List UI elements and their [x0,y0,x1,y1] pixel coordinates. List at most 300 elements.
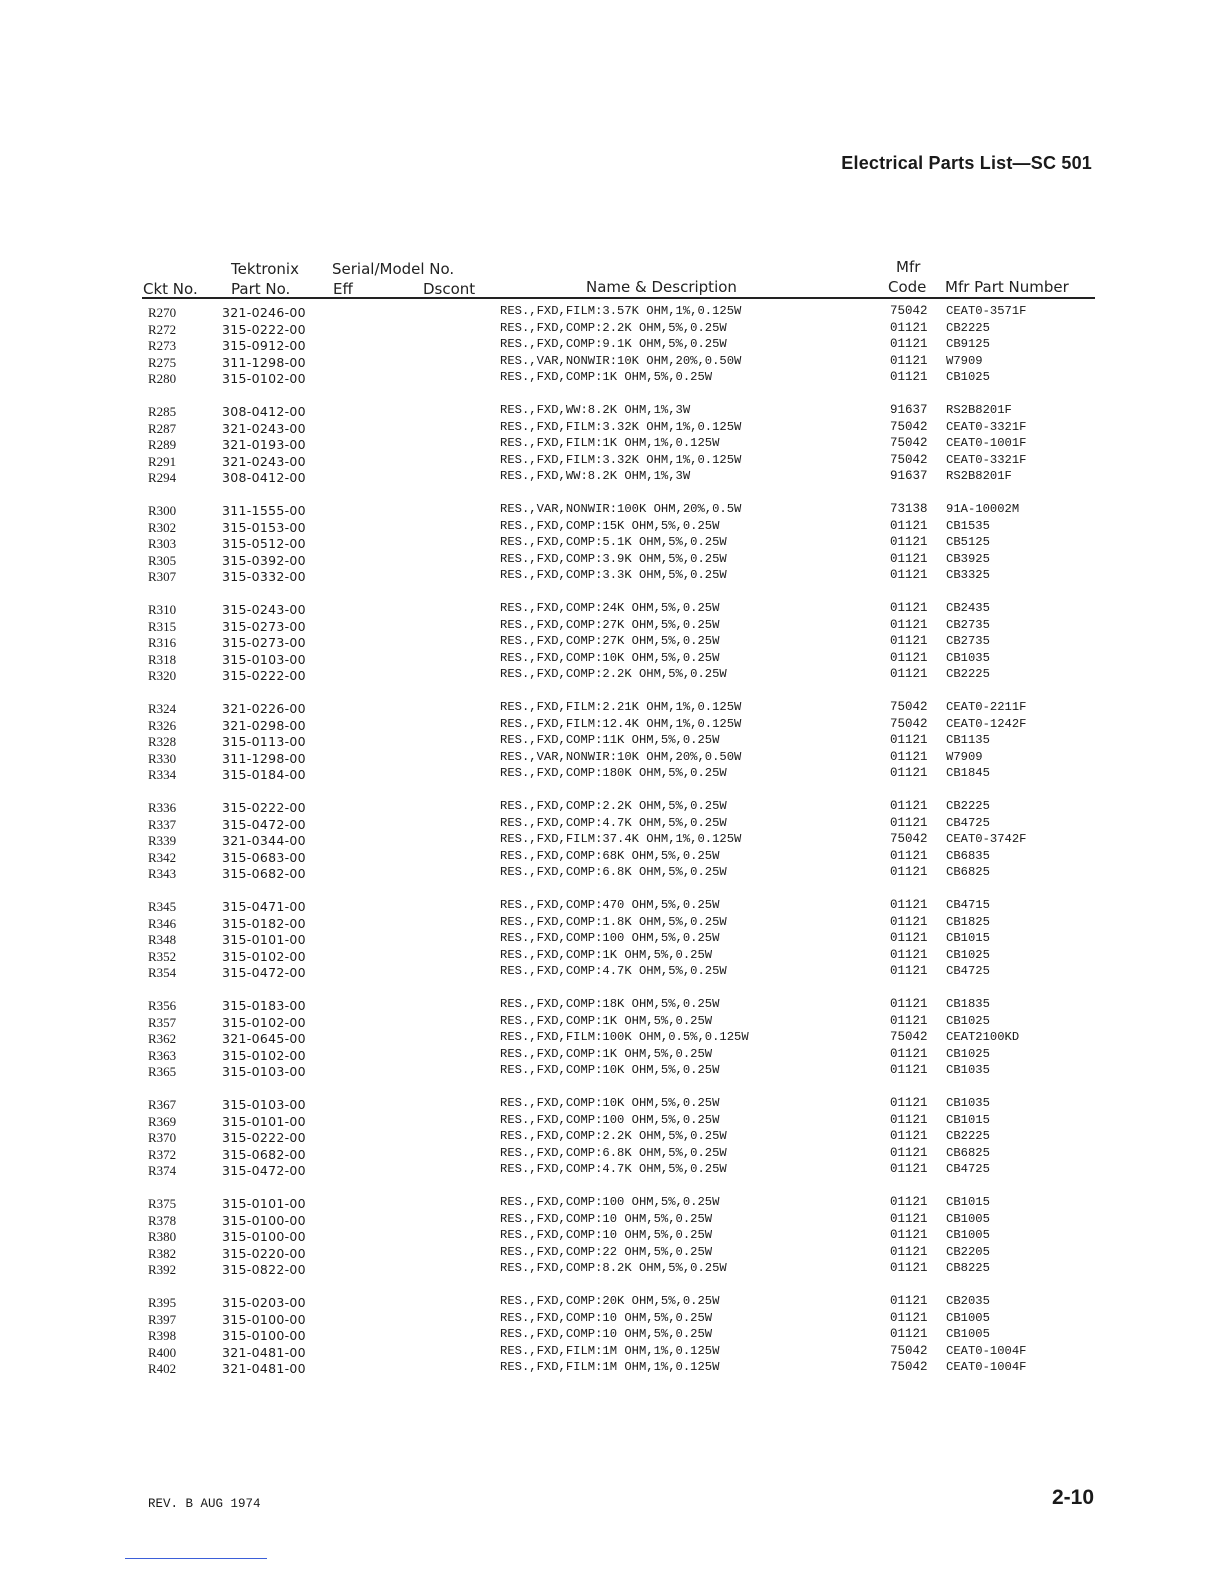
parts-group [0,305,1224,404]
mfr-part-number: CB1035 [946,1063,990,1078]
name-description: RES.,FXD,COMP:10 OHM,5%,0.25W [500,1228,713,1243]
name-description: RES.,FXD,COMP:11K OHM,5%,0.25W [500,733,720,748]
name-description: RES.,FXD,FILM:100K OHM,0.5%,0.125W [500,1030,749,1045]
mfr-part-number: CB1025 [946,1013,990,1028]
ckt-number: R315 [148,618,177,634]
ckt-number: R345 [148,899,177,914]
mfr-code: 01121 [890,1112,928,1127]
mfr-code: 01121 [890,1162,928,1177]
mfr-part-number: CB5125 [946,535,990,550]
mfr-code: 01121 [890,1211,928,1226]
ckt-number: R291 [148,453,177,469]
mfr-part-number: W7909 [946,749,983,764]
tektronix-part-number: 321-0344-00 [222,833,306,849]
mfr-part-number: CB1005 [946,1310,990,1325]
ckt-number: R303 [148,536,177,552]
tektronix-part-number: 311-1298-00 [222,354,306,370]
mfr-part-number: RS2B8201F [946,469,1012,484]
parts-group [0,1295,1224,1394]
mfr-part-number: CB1845 [946,766,990,781]
parts-group [0,1196,1224,1295]
ckt-number: R334 [148,767,177,783]
mfr-code: 01121 [890,650,928,665]
name-description: RES.,FXD,COMP:20K OHM,5%,0.25W [500,1294,720,1308]
mfr-part-number: CB1015 [946,1195,990,1209]
name-description: RES.,FXD,COMP:10 OHM,5%,0.25W [500,1327,713,1342]
header-part-no: Part No. [231,280,291,298]
ckt-number: R287 [148,420,177,436]
tektronix-part-number: 315-0243-00 [222,602,306,617]
parts-group [0,998,1224,1097]
name-description: RES.,VAR,NONWIR:10K OHM,20%,0.50W [500,353,742,368]
mfr-code: 75042 [890,436,928,451]
mfr-part-number: CEAT0-3321F [946,419,1027,434]
tektronix-part-number: 321-0481-00 [222,1361,306,1377]
mfr-part-number: CB1015 [946,1112,990,1127]
tektronix-part-number: 315-0273-00 [222,618,306,634]
ckt-number: R316 [148,635,177,651]
name-description: RES.,FXD,COMP:24K OHM,5%,0.25W [500,601,720,615]
mfr-code: 01121 [890,749,928,764]
mfr-part-number: CEAT0-1001F [946,436,1027,451]
ckt-number: R357 [148,1014,177,1030]
table-row [0,1163,1224,1180]
mfr-code: 01121 [890,865,928,880]
tektronix-part-number: 315-0822-00 [222,1262,306,1278]
ckt-number: R354 [148,965,177,981]
mfr-part-number: CEAT0-3742F [946,832,1027,847]
ckt-number: R294 [148,470,177,486]
mfr-part-number: W7909 [946,353,983,368]
ckt-number: R348 [148,932,177,948]
name-description: RES.,FXD,COMP:180K OHM,5%,0.25W [500,766,727,781]
mfr-code: 01121 [890,1046,928,1061]
ckt-number: R380 [148,1229,177,1245]
name-description: RES.,FXD,COMP:100 OHM,5%,0.25W [500,931,720,946]
tektronix-part-number: 315-0183-00 [222,998,306,1013]
mfr-code: 01121 [890,1096,928,1110]
ckt-number: R275 [148,354,177,370]
mfr-code: 01121 [890,931,928,946]
page-number: 2-10 [1051,1486,1094,1509]
name-description: RES.,FXD,COMP:68K OHM,5%,0.25W [500,848,720,863]
mfr-part-number: CB8225 [946,1261,990,1276]
name-description: RES.,FXD,COMP:22 OHM,5%,0.25W [500,1244,713,1259]
ckt-number: R330 [148,750,177,766]
mfr-code: 01121 [890,568,928,583]
ckt-number: R382 [148,1245,177,1261]
mfr-code: 75042 [890,304,928,318]
parts-table [0,305,1224,1394]
mfr-code: 01121 [890,551,928,566]
mfr-code: 75042 [890,832,928,847]
ckt-number: R369 [148,1113,177,1129]
ckt-number: R285 [148,404,177,419]
ckt-number: R337 [148,816,177,832]
tektronix-part-number: 321-0246-00 [222,305,306,320]
ckt-number: R300 [148,503,177,518]
mfr-part-number: CEAT0-1004F [946,1343,1027,1358]
mfr-part-number: CEAT0-3321F [946,452,1027,467]
ckt-number: R270 [148,305,177,320]
ckt-number: R326 [148,717,177,733]
tektronix-part-number: 315-0472-00 [222,816,306,832]
name-description: RES.,FXD,COMP:27K OHM,5%,0.25W [500,634,720,649]
mfr-code: 01121 [890,914,928,929]
mfr-code: 01121 [890,898,928,912]
mfr-part-number: CB1135 [946,733,990,748]
mfr-part-number: CB6835 [946,848,990,863]
mfr-code: 01121 [890,1145,928,1160]
tektronix-part-number: 315-0184-00 [222,767,306,783]
table-row [0,767,1224,784]
tektronix-part-number: 315-0392-00 [222,552,306,568]
mfr-part-number: CB4715 [946,898,990,912]
ckt-number: R374 [148,1163,177,1179]
mfr-code: 01121 [890,617,928,632]
table-row [0,569,1224,586]
tektronix-part-number: 315-0682-00 [222,1146,306,1162]
name-description: RES.,FXD,COMP:3.3K OHM,5%,0.25W [500,568,727,583]
ckt-number: R289 [148,437,177,453]
ckt-number: R362 [148,1031,177,1047]
tektronix-part-number: 315-0102-00 [222,371,306,387]
name-description: RES.,FXD,COMP:1K OHM,5%,0.25W [500,947,713,962]
mfr-part-number: CB1035 [946,1096,990,1110]
table-row [0,1064,1224,1081]
ckt-number: R363 [148,1047,177,1063]
tektronix-part-number: 315-0153-00 [222,519,306,535]
mfr-code: 01121 [890,1261,928,1276]
mfr-part-number: CB9125 [946,337,990,352]
name-description: RES.,FXD,COMP:10K OHM,5%,0.25W [500,650,720,665]
mfr-code: 01121 [890,799,928,813]
mfr-part-number: CB2035 [946,1294,990,1308]
tektronix-part-number: 315-0101-00 [222,1196,306,1211]
mfr-code: 75042 [890,452,928,467]
name-description: RES.,FXD,FILM:3.57K OHM,1%,0.125W [500,304,742,318]
name-description: RES.,FXD,COMP:1.8K OHM,5%,0.25W [500,914,727,929]
mfr-code: 01121 [890,601,928,615]
name-description: RES.,FXD,COMP:15K OHM,5%,0.25W [500,518,720,533]
name-description: RES.,FXD,FILM:2.21K OHM,1%,0.125W [500,700,742,714]
ckt-number: R375 [148,1196,177,1211]
tektronix-part-number: 321-0243-00 [222,453,306,469]
ckt-number: R356 [148,998,177,1013]
ckt-number: R320 [148,668,177,684]
ckt-number: R395 [148,1295,177,1310]
tektronix-part-number: 315-0273-00 [222,635,306,651]
tektronix-part-number: 315-0203-00 [222,1295,306,1310]
mfr-code: 01121 [890,1195,928,1209]
header-code: Code [888,278,927,296]
name-description: RES.,FXD,COMP:1K OHM,5%,0.25W [500,370,713,385]
ckt-number: R273 [148,338,177,354]
tektronix-part-number: 315-0100-00 [222,1311,306,1327]
table-row [0,1361,1224,1378]
ckt-number: R346 [148,915,177,931]
tektronix-part-number: 315-0912-00 [222,338,306,354]
parts-group [0,404,1224,503]
name-description: RES.,FXD,COMP:10K OHM,5%,0.25W [500,1063,720,1078]
tektronix-part-number: 315-0100-00 [222,1229,306,1245]
mfr-part-number: CB1005 [946,1228,990,1243]
revision-note: REV. B AUG 1974 [148,1497,261,1511]
tektronix-part-number: 315-0332-00 [222,569,306,585]
tektronix-part-number: 315-0102-00 [222,1047,306,1063]
ckt-number: R302 [148,519,177,535]
ckt-number: R324 [148,701,177,716]
mfr-code: 01121 [890,370,928,385]
mfr-code: 01121 [890,997,928,1011]
name-description: RES.,FXD,COMP:4.7K OHM,5%,0.25W [500,815,727,830]
mfr-code: 01121 [890,1228,928,1243]
mfr-code: 01121 [890,353,928,368]
tektronix-part-number: 315-0682-00 [222,866,306,882]
mfr-part-number: CB2435 [946,601,990,615]
tektronix-part-number: 321-0298-00 [222,717,306,733]
name-description: RES.,FXD,COMP:100 OHM,5%,0.25W [500,1112,720,1127]
mfr-code: 01121 [890,1013,928,1028]
tektronix-part-number: 315-0103-00 [222,1097,306,1112]
mfr-part-number: CB4725 [946,964,990,979]
mfr-part-number: CB2225 [946,320,990,335]
tektronix-part-number: 315-0220-00 [222,1245,306,1261]
name-description: RES.,FXD,COMP:100 OHM,5%,0.25W [500,1195,720,1209]
tektronix-part-number: 311-1298-00 [222,750,306,766]
parts-group [0,899,1224,998]
parts-group [0,1097,1224,1196]
ckt-number: R398 [148,1328,177,1344]
tektronix-part-number: 321-0481-00 [222,1344,306,1360]
table-row [0,1262,1224,1279]
mfr-part-number: CEAT0-2211F [946,700,1027,714]
name-description: RES.,FXD,COMP:18K OHM,5%,0.25W [500,997,720,1011]
parts-group [0,602,1224,701]
ckt-number: R343 [148,866,177,882]
header-rule [142,297,1095,299]
ckt-number: R342 [148,849,177,865]
ckt-number: R310 [148,602,177,617]
mfr-code: 01121 [890,535,928,550]
name-description: RES.,FXD,COMP:8.2K OHM,5%,0.25W [500,1261,727,1276]
tektronix-part-number: 315-0100-00 [222,1212,306,1228]
name-description: RES.,FXD,FILM:1K OHM,1%,0.125W [500,436,720,451]
mfr-code: 01121 [890,848,928,863]
tektronix-part-number: 315-0472-00 [222,1163,306,1179]
mfr-code: 73138 [890,502,928,516]
mfr-part-number: CB2225 [946,799,990,813]
mfr-part-number: CB3925 [946,551,990,566]
tektronix-part-number: 315-0472-00 [222,965,306,981]
mfr-code: 01121 [890,518,928,533]
header-mfr: Mfr [896,258,921,276]
ckt-number: R305 [148,552,177,568]
tektronix-part-number: 308-0412-00 [222,470,306,486]
header-serial-model: Serial/Model No. [332,260,455,278]
page-title: Electrical Parts List—SC 501 [841,153,1092,173]
tektronix-part-number: 315-0512-00 [222,536,306,552]
ckt-number: R307 [148,569,177,585]
mfr-code: 75042 [890,700,928,714]
ckt-number: R365 [148,1064,177,1080]
ckt-number: R336 [148,800,177,815]
name-description: RES.,FXD,COMP:2.2K OHM,5%,0.25W [500,320,727,335]
tektronix-part-number: 315-0182-00 [222,915,306,931]
parts-group [0,503,1224,602]
name-description: RES.,FXD,WW:8.2K OHM,1%,3W [500,403,691,417]
name-description: RES.,FXD,COMP:4.7K OHM,5%,0.25W [500,964,727,979]
mfr-part-number: RS2B8201F [946,403,1012,417]
mfr-code: 01121 [890,964,928,979]
name-description: RES.,FXD,COMP:27K OHM,5%,0.25W [500,617,720,632]
mfr-code: 01121 [890,1129,928,1144]
mfr-code: 01121 [890,320,928,335]
mfr-code: 01121 [890,1327,928,1342]
name-description: RES.,FXD,FILM:37.4K OHM,1%,0.125W [500,832,742,847]
parts-group [0,701,1224,800]
ckt-number: R378 [148,1212,177,1228]
tektronix-part-number: 315-0683-00 [222,849,306,865]
mfr-part-number: CB1005 [946,1211,990,1226]
mfr-part-number: CEAT0-1242F [946,716,1027,731]
table-row [0,668,1224,685]
mfr-code: 01121 [890,733,928,748]
mfr-code: 75042 [890,1360,928,1375]
tektronix-part-number: 315-0222-00 [222,1130,306,1146]
mfr-code: 01121 [890,1294,928,1308]
table-row [0,965,1224,982]
tektronix-part-number: 315-0103-00 [222,1064,306,1080]
tektronix-part-number: 315-0101-00 [222,1113,306,1129]
ckt-number: R339 [148,833,177,849]
name-description: RES.,FXD,COMP:9.1K OHM,5%,0.25W [500,337,727,352]
name-description: RES.,FXD,COMP:10 OHM,5%,0.25W [500,1310,713,1325]
header-ckt-no: Ckt No. [143,280,198,298]
mfr-part-number: CB1835 [946,997,990,1011]
bottom-divider [125,1558,267,1559]
ckt-number: R328 [148,734,177,750]
mfr-part-number: CB1035 [946,650,990,665]
tektronix-part-number: 315-0113-00 [222,734,306,750]
mfr-part-number: CB1005 [946,1327,990,1342]
mfr-part-number: CB4725 [946,815,990,830]
name-description: RES.,FXD,COMP:2.2K OHM,5%,0.25W [500,667,727,682]
header-tektronix: Tektronix [231,260,299,278]
tektronix-part-number: 311-1555-00 [222,503,306,518]
mfr-code: 75042 [890,1030,928,1045]
mfr-part-number: CEAT0-3571F [946,304,1027,318]
name-description: RES.,FXD,COMP:2.2K OHM,5%,0.25W [500,1129,727,1144]
tektronix-part-number: 315-0101-00 [222,932,306,948]
tektronix-part-number: 315-0100-00 [222,1328,306,1344]
tektronix-part-number: 321-0226-00 [222,701,306,716]
name-description: RES.,FXD,COMP:6.8K OHM,5%,0.25W [500,865,727,880]
tektronix-part-number: 315-0222-00 [222,800,306,815]
mfr-code: 01121 [890,766,928,781]
name-description: RES.,FXD,FILM:3.32K OHM,1%,0.125W [500,419,742,434]
mfr-code: 01121 [890,667,928,682]
mfr-part-number: CB1825 [946,914,990,929]
header-dscont: Dscont [423,280,476,298]
mfr-part-number: CB2205 [946,1244,990,1259]
name-description: RES.,FXD,COMP:1K OHM,5%,0.25W [500,1046,713,1061]
table-row [0,866,1224,883]
ckt-number: R272 [148,321,177,337]
name-description: RES.,FXD,COMP:10 OHM,5%,0.25W [500,1211,713,1226]
name-description: RES.,FXD,COMP:3.9K OHM,5%,0.25W [500,551,727,566]
mfr-code: 75042 [890,419,928,434]
ckt-number: R402 [148,1361,177,1377]
mfr-code: 01121 [890,1310,928,1325]
mfr-code: 01121 [890,337,928,352]
mfr-part-number: CB1025 [946,370,990,385]
ckt-number: R372 [148,1146,177,1162]
name-description: RES.,FXD,COMP:10K OHM,5%,0.25W [500,1096,720,1110]
table-row [0,371,1224,388]
mfr-part-number: CB6825 [946,1145,990,1160]
mfr-part-number: CEAT2100KD [946,1030,1020,1045]
mfr-part-number: CB1025 [946,1046,990,1061]
mfr-part-number: CB1015 [946,931,990,946]
mfr-code: 91637 [890,469,928,484]
name-description: RES.,VAR,NONWIR:100K OHM,20%,0.5W [500,502,742,516]
header-name-description: Name & Description [586,278,737,296]
mfr-part-number: CB2225 [946,1129,990,1144]
tektronix-part-number: 315-0471-00 [222,899,306,914]
name-description: RES.,VAR,NONWIR:10K OHM,20%,0.50W [500,749,742,764]
ckt-number: R367 [148,1097,177,1112]
mfr-code: 01121 [890,815,928,830]
name-description: RES.,FXD,FILM:3.32K OHM,1%,0.125W [500,452,742,467]
mfr-code: 01121 [890,1244,928,1259]
header-mfr-part-number: Mfr Part Number [945,278,1069,296]
mfr-part-number: CB2735 [946,634,990,649]
mfr-part-number: CB1535 [946,518,990,533]
ckt-number: R280 [148,371,177,387]
header-eff: Eff [333,280,353,298]
name-description: RES.,FXD,COMP:2.2K OHM,5%,0.25W [500,799,727,813]
tektronix-part-number: 315-0103-00 [222,651,306,667]
ckt-number: R392 [148,1262,177,1278]
mfr-code: 01121 [890,947,928,962]
table-row [0,470,1224,487]
name-description: RES.,FXD,WW:8.2K OHM,1%,3W [500,469,691,484]
tektronix-part-number: 315-0102-00 [222,1014,306,1030]
tektronix-part-number: 315-0222-00 [222,668,306,684]
ckt-number: R400 [148,1344,177,1360]
tektronix-part-number: 321-0193-00 [222,437,306,453]
mfr-part-number: CB6825 [946,865,990,880]
name-description: RES.,FXD,COMP:4.7K OHM,5%,0.25W [500,1162,727,1177]
tektronix-part-number: 315-0222-00 [222,321,306,337]
mfr-code: 75042 [890,1343,928,1358]
name-description: RES.,FXD,FILM:12.4K OHM,1%,0.125W [500,716,742,731]
mfr-part-number: CB1025 [946,947,990,962]
name-description: RES.,FXD,FILM:1M OHM,1%,0.125W [500,1343,720,1358]
parts-group [0,800,1224,899]
name-description: RES.,FXD,COMP:6.8K OHM,5%,0.25W [500,1145,727,1160]
mfr-part-number: CB3325 [946,568,990,583]
ckt-number: R397 [148,1311,177,1327]
ckt-number: R352 [148,948,177,964]
tektronix-part-number: 321-0243-00 [222,420,306,436]
tektronix-part-number: 315-0102-00 [222,948,306,964]
ckt-number: R370 [148,1130,177,1146]
mfr-part-number: CB2225 [946,667,990,682]
tektronix-part-number: 321-0645-00 [222,1031,306,1047]
mfr-part-number: 91A-10002M [946,502,1020,516]
